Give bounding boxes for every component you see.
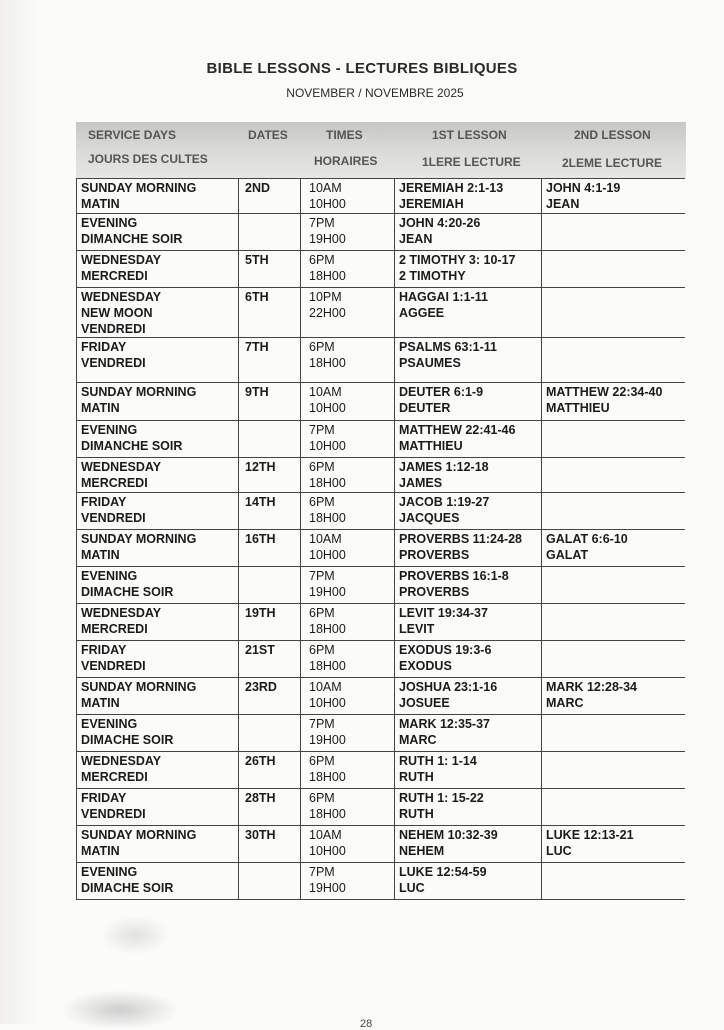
date-text: 21ST bbox=[245, 643, 275, 657]
service-day-line: MERCREDI bbox=[81, 770, 148, 784]
service-day-line: EVENING bbox=[81, 865, 138, 879]
lesson1-cell bbox=[395, 530, 542, 567]
date-cell bbox=[239, 179, 301, 214]
time-line: 18H00 bbox=[309, 269, 346, 283]
lesson2-cell bbox=[542, 383, 685, 421]
date-cell bbox=[239, 530, 301, 567]
service-day-cell bbox=[77, 826, 239, 863]
lesson1-line: PROVERBS 16:1-8 bbox=[399, 569, 509, 583]
lesson1-line: RUTH 1: 15-22 bbox=[399, 791, 484, 805]
time-line: 6PM bbox=[309, 791, 335, 805]
service-day-cell bbox=[77, 421, 239, 458]
time-line: 10AM bbox=[309, 680, 342, 694]
lesson2-line: GALAT 6:6-10 bbox=[546, 532, 628, 546]
date-text: 5TH bbox=[245, 253, 269, 267]
date-cell bbox=[239, 567, 301, 604]
lesson2-cell bbox=[542, 493, 685, 530]
time-cell bbox=[301, 678, 395, 715]
lesson1-line: EXODUS bbox=[399, 659, 452, 673]
header-times: TIMES bbox=[326, 128, 363, 142]
lesson2-cell bbox=[542, 826, 685, 863]
table-row bbox=[77, 214, 685, 251]
date-cell bbox=[239, 826, 301, 863]
date-cell bbox=[239, 288, 301, 338]
service-day-line: MATIN bbox=[81, 197, 120, 211]
header-dates: DATES bbox=[248, 128, 288, 142]
service-day-line: SUNDAY MORNING bbox=[81, 385, 197, 399]
date-text: 28TH bbox=[245, 791, 276, 805]
service-day-line: DIMACHE SOIR bbox=[81, 881, 174, 895]
service-day-cell bbox=[77, 338, 239, 383]
lesson1-line: DEUTER 6:1-9 bbox=[399, 385, 484, 399]
lesson1-cell bbox=[395, 715, 542, 752]
lesson2-line: MATTHIEU bbox=[546, 401, 610, 415]
time-line: 19H00 bbox=[309, 881, 346, 895]
time-line: 7PM bbox=[309, 569, 335, 583]
date-text: 12TH bbox=[245, 460, 276, 474]
time-line: 10PM bbox=[309, 290, 342, 304]
service-day-line: WEDNESDAY bbox=[81, 253, 162, 267]
time-line: 6PM bbox=[309, 460, 335, 474]
header-lesson1: 1ST LESSON bbox=[432, 128, 507, 142]
lesson1-line: HAGGAI 1:1-11 bbox=[399, 290, 488, 304]
service-day-line: FRIDAY bbox=[81, 495, 127, 509]
time-line: 10H00 bbox=[309, 844, 346, 858]
table-row bbox=[77, 288, 685, 338]
lesson1-cell bbox=[395, 179, 542, 214]
lesson2-cell bbox=[542, 458, 685, 493]
lesson2-cell bbox=[542, 641, 685, 678]
service-day-line: VENDREDI bbox=[81, 356, 146, 370]
lesson1-cell bbox=[395, 383, 542, 421]
time-line: 18H00 bbox=[309, 356, 346, 370]
lesson2-cell bbox=[542, 752, 685, 789]
header-lesson2: 2ND LESSON bbox=[574, 128, 651, 142]
ink-smudge bbox=[100, 915, 170, 955]
table-row bbox=[77, 458, 685, 493]
time-line: 10H00 bbox=[309, 548, 346, 562]
lesson1-cell bbox=[395, 604, 542, 641]
table-row bbox=[77, 493, 685, 530]
lesson2-cell bbox=[542, 678, 685, 715]
table-row bbox=[77, 179, 685, 214]
time-line: 18H00 bbox=[309, 511, 346, 525]
lesson2-cell bbox=[542, 251, 685, 288]
service-day-line: MERCREDI bbox=[81, 622, 148, 636]
service-day-line: EVENING bbox=[81, 216, 138, 230]
lesson1-line: AGGEE bbox=[399, 306, 445, 320]
time-cell bbox=[301, 338, 395, 383]
date-text: 19TH bbox=[245, 606, 276, 620]
lesson1-line: MATTHIEU bbox=[399, 439, 463, 453]
table-row bbox=[77, 421, 685, 458]
table-row bbox=[77, 383, 685, 421]
table-header bbox=[76, 122, 686, 178]
service-day-line: MERCREDI bbox=[81, 476, 148, 490]
lessons-table bbox=[76, 178, 685, 900]
header-service-days-fr: JOURS DES CULTES bbox=[88, 152, 208, 166]
lesson1-cell bbox=[395, 678, 542, 715]
date-cell bbox=[239, 863, 301, 900]
service-day-line: WEDNESDAY bbox=[81, 460, 162, 474]
lesson1-line: LUC bbox=[399, 881, 425, 895]
lesson1-cell bbox=[395, 338, 542, 383]
lesson1-cell bbox=[395, 421, 542, 458]
lesson1-line: NEHEM bbox=[399, 844, 445, 858]
service-day-cell bbox=[77, 752, 239, 789]
time-line: 6PM bbox=[309, 643, 335, 657]
lessons-table-body bbox=[77, 179, 685, 900]
date-text: 26TH bbox=[245, 754, 276, 768]
service-day-line: MATIN bbox=[81, 696, 120, 710]
service-day-cell bbox=[77, 567, 239, 604]
table-row bbox=[77, 338, 685, 383]
time-cell bbox=[301, 604, 395, 641]
lesson1-cell bbox=[395, 493, 542, 530]
lesson1-cell bbox=[395, 863, 542, 900]
date-cell bbox=[239, 789, 301, 826]
time-cell bbox=[301, 288, 395, 338]
time-cell bbox=[301, 251, 395, 288]
date-cell bbox=[239, 214, 301, 251]
service-day-cell bbox=[77, 678, 239, 715]
time-cell bbox=[301, 567, 395, 604]
time-line: 7PM bbox=[309, 216, 335, 230]
date-text: 23RD bbox=[245, 680, 277, 694]
time-cell bbox=[301, 214, 395, 251]
service-day-line: EVENING bbox=[81, 717, 138, 731]
lesson1-cell bbox=[395, 288, 542, 338]
time-line: 18H00 bbox=[309, 622, 346, 636]
time-line: 10H00 bbox=[309, 401, 346, 415]
date-cell bbox=[239, 715, 301, 752]
service-day-line: EVENING bbox=[81, 423, 138, 437]
service-day-line: DIMANCHE SOIR bbox=[81, 232, 183, 246]
ink-smudge bbox=[60, 990, 180, 1030]
time-line: 19H00 bbox=[309, 232, 346, 246]
date-cell bbox=[239, 604, 301, 641]
lesson1-cell bbox=[395, 567, 542, 604]
time-cell bbox=[301, 458, 395, 493]
time-line: 6PM bbox=[309, 754, 335, 768]
lesson1-line: JAMES 1:12-18 bbox=[399, 460, 489, 474]
service-day-line: FRIDAY bbox=[81, 340, 127, 354]
date-text: 30TH bbox=[245, 828, 276, 842]
date-cell bbox=[239, 678, 301, 715]
lesson1-line: MARC bbox=[399, 733, 437, 747]
date-cell bbox=[239, 458, 301, 493]
date-text: 7TH bbox=[245, 340, 269, 354]
lesson1-line: JOSUEE bbox=[399, 696, 450, 710]
service-day-line: SUNDAY MORNING bbox=[81, 181, 197, 195]
service-day-cell bbox=[77, 641, 239, 678]
lesson2-cell bbox=[542, 214, 685, 251]
service-day-line: MATIN bbox=[81, 401, 120, 415]
lesson2-cell bbox=[542, 421, 685, 458]
time-line: 18H00 bbox=[309, 476, 346, 490]
service-day-line: WEDNESDAY bbox=[81, 754, 162, 768]
service-day-line: VENDREDI bbox=[81, 322, 146, 336]
time-line: 10AM bbox=[309, 532, 342, 546]
time-cell bbox=[301, 383, 395, 421]
lesson1-line: RUTH bbox=[399, 770, 434, 784]
time-cell bbox=[301, 493, 395, 530]
table-row bbox=[77, 752, 685, 789]
lesson2-cell bbox=[542, 789, 685, 826]
time-cell bbox=[301, 421, 395, 458]
service-day-cell bbox=[77, 493, 239, 530]
service-day-line: MERCREDI bbox=[81, 269, 148, 283]
date-cell bbox=[239, 752, 301, 789]
table-row bbox=[77, 789, 685, 826]
lesson1-line: MARK 12:35-37 bbox=[399, 717, 491, 731]
table-row bbox=[77, 826, 685, 863]
lesson1-line: LEVIT bbox=[399, 622, 435, 636]
lesson1-line: EXODUS 19:3-6 bbox=[399, 643, 492, 657]
time-line: 10H00 bbox=[309, 439, 346, 453]
date-cell bbox=[239, 421, 301, 458]
time-line: 6PM bbox=[309, 606, 335, 620]
lesson1-line: JOHN 4:20-26 bbox=[399, 216, 481, 230]
time-line: 19H00 bbox=[309, 733, 346, 747]
time-line: 10AM bbox=[309, 181, 342, 195]
lesson1-line: RUTH 1: 1-14 bbox=[399, 754, 477, 768]
lesson1-cell bbox=[395, 752, 542, 789]
service-day-cell bbox=[77, 383, 239, 421]
lesson2-line: LUKE 12:13-21 bbox=[546, 828, 634, 842]
service-day-line: EVENING bbox=[81, 569, 138, 583]
time-line: 10AM bbox=[309, 385, 342, 399]
table-row bbox=[77, 863, 685, 900]
lesson1-line: JOSHUA 23:1-16 bbox=[399, 680, 498, 694]
lesson1-line: MATTHEW 22:41-46 bbox=[399, 423, 516, 437]
table-row bbox=[77, 678, 685, 715]
table-row bbox=[77, 715, 685, 752]
lesson1-cell bbox=[395, 251, 542, 288]
time-cell bbox=[301, 863, 395, 900]
lesson1-cell bbox=[395, 641, 542, 678]
lesson1-line: PROVERBS 11:24-28 bbox=[399, 532, 522, 546]
time-line: 6PM bbox=[309, 340, 335, 354]
lesson1-cell bbox=[395, 789, 542, 826]
lesson1-line: PROVERBS bbox=[399, 585, 470, 599]
service-day-cell bbox=[77, 863, 239, 900]
lesson1-line: PROVERBS bbox=[399, 548, 470, 562]
time-line: 18H00 bbox=[309, 770, 346, 784]
service-day-line: NEW MOON bbox=[81, 306, 153, 320]
lesson2-cell bbox=[542, 530, 685, 567]
service-day-line: VENDREDI bbox=[81, 511, 146, 525]
service-day-line: SUNDAY MORNING bbox=[81, 532, 197, 546]
lesson1-line: JAMES bbox=[399, 476, 443, 490]
service-day-line: WEDNESDAY bbox=[81, 606, 162, 620]
service-day-line: WEDNESDAY bbox=[81, 290, 162, 304]
service-day-line: FRIDAY bbox=[81, 791, 127, 805]
table-row bbox=[77, 530, 685, 567]
date-cell bbox=[239, 493, 301, 530]
lesson1-line: JEREMIAH 2:1-13 bbox=[399, 181, 504, 195]
date-text: 16TH bbox=[245, 532, 276, 546]
lesson2-line: MARC bbox=[546, 696, 584, 710]
service-day-cell bbox=[77, 715, 239, 752]
lesson2-cell bbox=[542, 338, 685, 383]
header-service-days: SERVICE DAYS bbox=[88, 128, 177, 142]
service-day-line: SUNDAY MORNING bbox=[81, 828, 197, 842]
table-row bbox=[77, 251, 685, 288]
date-cell bbox=[239, 383, 301, 421]
service-day-line: DIMACHE SOIR bbox=[81, 733, 174, 747]
date-cell bbox=[239, 641, 301, 678]
table-row bbox=[77, 641, 685, 678]
time-line: 19H00 bbox=[309, 585, 346, 599]
lesson2-cell bbox=[542, 604, 685, 641]
lesson2-cell bbox=[542, 567, 685, 604]
service-day-line: DIMANCHE SOIR bbox=[81, 439, 183, 453]
lesson2-cell bbox=[542, 863, 685, 900]
document-subtitle: NOVEMBER / NOVEMBRE 2025 bbox=[286, 86, 464, 100]
time-line: 6PM bbox=[309, 495, 335, 509]
lesson1-line: JEAN bbox=[399, 232, 433, 246]
time-line: 10H00 bbox=[309, 197, 346, 211]
service-day-cell bbox=[77, 604, 239, 641]
lesson2-line: MARK 12:28-34 bbox=[546, 680, 638, 694]
header-lesson2-fr: 2LEME LECTURE bbox=[562, 156, 663, 170]
date-text: 14TH bbox=[245, 495, 276, 509]
service-day-line: VENDREDI bbox=[81, 659, 146, 673]
lesson2-cell bbox=[542, 288, 685, 338]
lesson1-line: 2 TIMOTHY bbox=[399, 269, 466, 283]
service-day-cell bbox=[77, 288, 239, 338]
service-day-cell bbox=[77, 251, 239, 288]
lesson1-line: NEHEM 10:32-39 bbox=[399, 828, 498, 842]
lesson1-line: LUKE 12:54-59 bbox=[399, 865, 487, 879]
lesson1-line: PSAUMES bbox=[399, 356, 461, 370]
header-lesson1-fr: 1LERE LECTURE bbox=[422, 155, 521, 169]
service-day-cell bbox=[77, 789, 239, 826]
time-line: 10AM bbox=[309, 828, 342, 842]
lesson1-cell bbox=[395, 458, 542, 493]
service-day-line: SUNDAY MORNING bbox=[81, 680, 197, 694]
time-line: 10H00 bbox=[309, 696, 346, 710]
document-title: BIBLE LESSONS - LECTURES BIBLIQUES bbox=[206, 60, 518, 77]
time-cell bbox=[301, 179, 395, 214]
date-text: 9TH bbox=[245, 385, 269, 399]
service-day-line: FRIDAY bbox=[81, 643, 127, 657]
time-line: 18H00 bbox=[309, 659, 346, 673]
lesson2-line: JOHN 4:1-19 bbox=[546, 181, 621, 195]
time-cell bbox=[301, 826, 395, 863]
lesson1-line: JACOB 1:19-27 bbox=[399, 495, 490, 509]
lesson1-line: 2 TIMOTHY 3: 10-17 bbox=[399, 253, 516, 267]
table-row bbox=[77, 567, 685, 604]
date-cell bbox=[239, 251, 301, 288]
time-line: 18H00 bbox=[309, 807, 346, 821]
service-day-line: MATIN bbox=[81, 844, 120, 858]
time-line: 7PM bbox=[309, 717, 335, 731]
service-day-line: MATIN bbox=[81, 548, 120, 562]
date-cell bbox=[239, 338, 301, 383]
service-day-line: DIMACHE SOIR bbox=[81, 585, 174, 599]
time-cell bbox=[301, 789, 395, 826]
service-day-cell bbox=[77, 530, 239, 567]
service-day-cell bbox=[77, 458, 239, 493]
time-line: 22H00 bbox=[309, 306, 346, 320]
lesson1-line: JACQUES bbox=[399, 511, 460, 525]
time-cell bbox=[301, 752, 395, 789]
lesson2-line: MATTHEW 22:34-40 bbox=[546, 385, 663, 399]
time-line: 6PM bbox=[309, 253, 335, 267]
time-cell bbox=[301, 530, 395, 567]
header-times-fr: HORAIRES bbox=[314, 154, 378, 168]
lesson1-line: JEREMIAH bbox=[399, 197, 464, 211]
date-text: 2ND bbox=[245, 181, 271, 195]
lesson2-cell bbox=[542, 715, 685, 752]
lesson1-line: RUTH bbox=[399, 807, 434, 821]
lesson1-cell bbox=[395, 214, 542, 251]
lesson2-line: JEAN bbox=[546, 197, 580, 211]
lesson1-line: DEUTER bbox=[399, 401, 451, 415]
time-cell bbox=[301, 641, 395, 678]
lesson1-line: LEVIT 19:34-37 bbox=[399, 606, 488, 620]
table-row bbox=[77, 604, 685, 641]
service-day-cell bbox=[77, 214, 239, 251]
lesson1-cell bbox=[395, 826, 542, 863]
lesson1-line: PSALMS 63:1-11 bbox=[399, 340, 497, 354]
service-day-cell bbox=[77, 179, 239, 214]
time-line: 7PM bbox=[309, 423, 335, 437]
lesson2-line: LUC bbox=[546, 844, 572, 858]
lesson2-line: GALAT bbox=[546, 548, 589, 562]
lesson2-cell bbox=[542, 179, 685, 214]
time-line: 7PM bbox=[309, 865, 335, 879]
time-cell bbox=[301, 715, 395, 752]
service-day-line: VENDREDI bbox=[81, 807, 146, 821]
page-number: 28 bbox=[360, 1018, 373, 1030]
page-edge-shadow bbox=[0, 0, 40, 1024]
date-text: 6TH bbox=[245, 290, 269, 304]
